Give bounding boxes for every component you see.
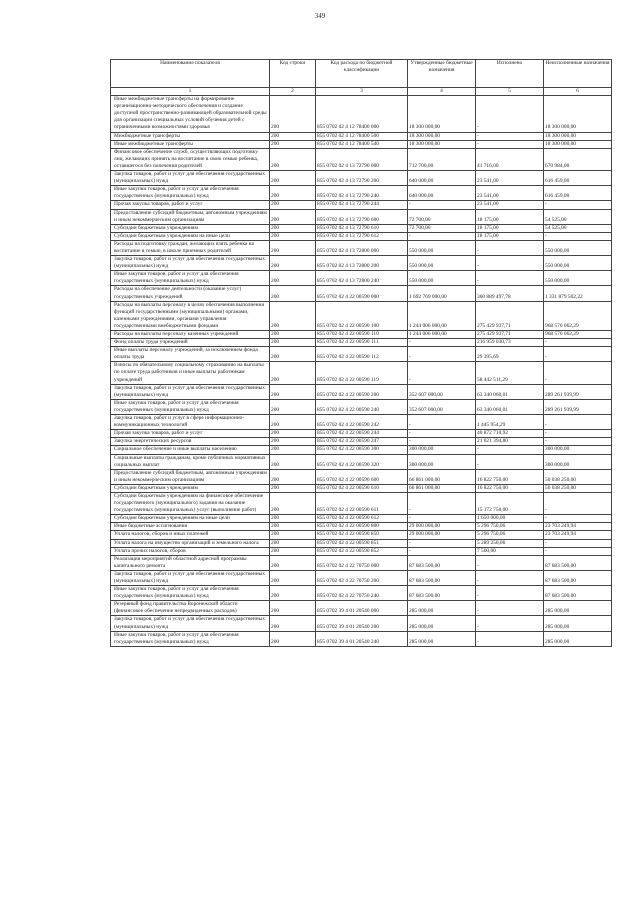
budget-code-cell: 855 0702 39 4 01 20540 000 (316, 601, 408, 616)
header-line-code: Код строки (270, 60, 316, 88)
table-row (111, 256, 612, 271)
indicator-name-cell: Уплата налога на имущество организаций и земельного налога (111, 539, 270, 547)
approved-cell: - (408, 201, 476, 209)
line-code-cell: 200 (270, 555, 316, 570)
unexecuted-cell: 54 525,00 (544, 224, 612, 232)
unexecuted-cell: 285 000,00 (544, 631, 612, 646)
approved-cell: 29 000 000,00 (408, 523, 476, 531)
indicator-name-cell: Субсидии бюджетным учреждениям на иные цели (111, 515, 270, 523)
budget-code-cell: 855 0702 02 4 22 00590 242 (316, 415, 408, 430)
table-row (111, 531, 612, 539)
table-row (111, 384, 612, 399)
executed-cell: 16 822 750,00 (476, 469, 544, 484)
budget-code-cell: 855 0702 02 4 13 72790 200 (316, 171, 408, 186)
unexecuted-cell: 670 984,00 (544, 148, 612, 170)
line-code-cell: 200 (270, 446, 316, 454)
table-row (111, 399, 612, 414)
unexecuted-cell: - (544, 347, 612, 362)
executed-cell: - (476, 240, 544, 255)
table-row (111, 286, 612, 301)
unexecuted-cell: 1 331 879 502,22 (544, 286, 612, 301)
unexecuted-cell: 300 000,00 (544, 446, 612, 454)
unexecuted-cell: - (544, 515, 612, 523)
approved-cell: - (408, 232, 476, 240)
line-code-cell: 200 (270, 492, 316, 514)
indicator-name-cell: Иные закупки товаров, работ и услуг для обеспечения государственных (муниципальных) нужд (111, 586, 270, 601)
table-row (111, 547, 612, 555)
approved-cell: 352 607 000,00 (408, 399, 476, 414)
executed-cell: 23 541,00 (476, 171, 544, 186)
approved-cell: - (408, 515, 476, 523)
approved-cell: - (408, 438, 476, 446)
table-row (111, 438, 612, 446)
line-code-cell: 200 (270, 339, 316, 347)
approved-cell: 72 700,00 (408, 224, 476, 232)
unexecuted-cell: 18 300 000,00 (544, 140, 612, 148)
unexecuted-cell: - (544, 492, 612, 514)
line-code-cell: 200 (270, 256, 316, 271)
budget-code-cell: 855 0702 02 4 22 00590 600 (316, 469, 408, 484)
line-code-cell: 200 (270, 186, 316, 201)
executed-cell: 5 296 750,06 (476, 531, 544, 539)
executed-cell: 16 822 750,00 (476, 484, 544, 492)
line-code-cell: 200 (270, 469, 316, 484)
table-row (111, 301, 612, 330)
executed-cell: 21 021 394,80 (476, 438, 544, 446)
line-code-cell: 200 (270, 523, 316, 531)
table-header-row (111, 60, 612, 88)
executed-cell: 18 175,00 (476, 209, 544, 224)
table-row (111, 186, 612, 201)
table-row (111, 201, 612, 209)
unexecuted-cell: 18 300 000,00 (544, 96, 612, 132)
executed-cell: - (476, 140, 544, 148)
unexecuted-cell: 87 683 500,00 (544, 586, 612, 601)
budget-code-cell: 855 0702 02 4 13 72790 610 (316, 224, 408, 232)
budget-code-cell: 855 0702 02 4 22 00590 119 (316, 362, 408, 384)
budget-code-cell: 855 0702 02 4 13 72800 200 (316, 256, 408, 271)
table-row (111, 523, 612, 531)
executed-cell: 18 175,00 (476, 224, 544, 232)
unexecuted-cell: - (544, 232, 612, 240)
executed-cell: 63 340 060,01 (476, 384, 544, 399)
executed-cell: 18 175,00 (476, 232, 544, 240)
line-code-cell: 200 (270, 616, 316, 631)
indicator-name-cell: Предоставление субсидий бюджетным, автономным учреждениям и иным некоммерческим организациям (111, 209, 270, 224)
line-code-cell: 200 (270, 240, 316, 255)
executed-cell: - (476, 555, 544, 570)
budget-code-cell: 855 0702 02 4 22 70750 200 (316, 570, 408, 585)
approved-cell: 300 000,00 (408, 446, 476, 454)
table-row (111, 570, 612, 585)
budget-code-cell: 855 0702 02 4 12 78400 540 (316, 140, 408, 148)
line-code-cell: 200 (270, 570, 316, 585)
line-code-cell: 200 (270, 209, 316, 224)
table-row (111, 415, 612, 430)
approved-cell: 18 300 000,00 (408, 140, 476, 148)
indicator-name-cell: Прочая закупка товаров, работ и услуг (111, 201, 270, 209)
unexecuted-cell: 289 261 939,99 (544, 399, 612, 414)
executed-cell: - (476, 631, 544, 646)
budget-code-cell: 855 0702 02 4 22 00590 300 (316, 446, 408, 454)
approved-cell: - (408, 339, 476, 347)
approved-cell: 285 000,00 (408, 616, 476, 631)
budget-code-cell: 855 0702 02 4 13 72790 240 (316, 186, 408, 201)
table-row (111, 209, 612, 224)
approved-cell: 640 000,00 (408, 171, 476, 186)
line-code-cell: 200 (270, 631, 316, 646)
col-number: 3 (316, 88, 408, 96)
executed-cell: 5 296 750,06 (476, 523, 544, 531)
executed-cell: - (476, 271, 544, 286)
approved-cell: - (408, 547, 476, 555)
executed-cell: 7 500,00 (476, 547, 544, 555)
approved-cell: 550 000,00 (408, 256, 476, 271)
approved-cell: - (408, 362, 476, 384)
budget-code-cell: 855 0702 02 4 13 72800 000 (316, 240, 408, 255)
budget-code-cell: 855 0702 02 4 22 00590 852 (316, 547, 408, 555)
table-row (111, 601, 612, 616)
unexecuted-cell: 50 038 250,00 (544, 469, 612, 484)
unexecuted-cell: - (544, 201, 612, 209)
approved-cell: 300 000,00 (408, 454, 476, 469)
table-row (111, 140, 612, 148)
indicator-name-cell: Социальное обеспечение и иные выплаты населению (111, 446, 270, 454)
table-row (111, 171, 612, 186)
line-code-cell: 200 (270, 301, 316, 330)
indicator-name-cell: Расходы на выплаты персоналу в целях обеспечения выполнения функций государственными (муниципальными) органами, казенными учреждениями, органами управления государственными внебюджетными фондами (111, 301, 270, 330)
executed-cell: - (476, 256, 544, 271)
approved-cell: 72 700,00 (408, 209, 476, 224)
line-code-cell: 200 (270, 515, 316, 523)
budget-code-cell: 855 0702 02 4 22 00590 200 (316, 384, 408, 399)
budget-code-cell: 855 0702 02 4 12 78400 000 (316, 96, 408, 132)
unexecuted-cell: 23 703 249,94 (544, 531, 612, 539)
indicator-name-cell: Закупка товаров, работ и услуг для обеспечения государственных (муниципальных) нужд (111, 570, 270, 585)
budget-code-cell: 855 0702 02 4 22 00590 610 (316, 484, 408, 492)
indicator-name-cell: Иные выплаты персоналу учреждений, за исключением фонда оплаты труда (111, 347, 270, 362)
executed-cell: - (476, 616, 544, 631)
header-budget-code: Код расхода по бюджетной классификации (316, 60, 408, 88)
indicator-name-cell: Социальные выплаты гражданам, кроме публичных нормативных социальных выплат (111, 454, 270, 469)
table-row (111, 492, 612, 514)
approved-cell: 285 000,00 (408, 601, 476, 616)
indicator-name-cell: Закупка энергетических ресурсов (111, 438, 270, 446)
executed-cell: 216 959 030,73 (476, 339, 544, 347)
indicator-name-cell: Иные закупки товаров, работ и услуг для обеспечения государственных (муниципальных) нужд (111, 271, 270, 286)
table-row (111, 271, 612, 286)
table-row (111, 224, 612, 232)
line-code-cell: 200 (270, 201, 316, 209)
table-row (111, 616, 612, 631)
approved-cell: 66 861 000,00 (408, 484, 476, 492)
indicator-name-cell: Иные бюджетные ассигнования (111, 523, 270, 531)
executed-cell: 63 340 060,01 (476, 399, 544, 414)
unexecuted-cell: 18 300 000,00 (544, 132, 612, 140)
budget-code-cell: 855 0702 02 4 22 70750 000 (316, 555, 408, 570)
unexecuted-cell: 87 683 500,00 (544, 570, 612, 585)
executed-cell: 23 541,00 (476, 186, 544, 201)
indicator-name-cell: Прочая закупка товаров, работ и услуг (111, 430, 270, 438)
line-code-cell: 200 (270, 399, 316, 414)
indicator-name-cell: Расходы на обеспечение деятельности (оказание услуг) государственных учреждений (111, 286, 270, 301)
budget-code-cell: 855 0702 02 4 22 00590 110 (316, 331, 408, 339)
table-row (111, 454, 612, 469)
table-row (111, 515, 612, 523)
col-number: 5 (476, 88, 544, 96)
approved-cell: - (408, 430, 476, 438)
col-number: 4 (408, 88, 476, 96)
budget-code-cell: 855 0702 02 4 22 00590 320 (316, 454, 408, 469)
unexecuted-cell: - (544, 539, 612, 547)
executed-cell: 275 429 937,71 (476, 301, 544, 330)
line-code-cell: 200 (270, 140, 316, 148)
indicator-name-cell: Субсидии бюджетным учреждениям (111, 484, 270, 492)
col-number: 1 (111, 88, 270, 96)
table-row (111, 148, 612, 170)
unexecuted-cell: 23 703 249,94 (544, 523, 612, 531)
unexecuted-cell: - (544, 415, 612, 430)
executed-cell: - (476, 132, 544, 140)
line-code-cell: 200 (270, 96, 316, 132)
table-row (111, 240, 612, 255)
approved-cell: 1 692 769 000,00 (408, 286, 476, 301)
table-row (111, 430, 612, 438)
unexecuted-cell: 87 683 500,00 (544, 555, 612, 570)
approved-cell: 18 300 000,00 (408, 132, 476, 140)
budget-code-cell: 855 0702 02 4 22 00590 240 (316, 399, 408, 414)
line-code-cell: 200 (270, 148, 316, 170)
approved-cell: 18 300 000,00 (408, 96, 476, 132)
budget-code-cell: 855 0702 02 4 12 78400 500 (316, 132, 408, 140)
unexecuted-cell: 285 000,00 (544, 601, 612, 616)
approved-cell: 640 000,00 (408, 186, 476, 201)
indicator-name-cell: Иные межбюджетные трансферты на формирование организационно-методического обеспечения и создание доступной пространственно-развивающей образовательной среды для организации специальных условий обучения детей с ограниченными возможностями здоровья (111, 96, 270, 132)
executed-cell: - (476, 586, 544, 601)
line-code-cell: 200 (270, 232, 316, 240)
line-code-cell: 200 (270, 224, 316, 232)
executed-cell: 41 716,00 (476, 148, 544, 170)
indicator-name-cell: Закупка товаров, работ и услуг для обеспечения государственных (муниципальных) нужд (111, 616, 270, 631)
table-row (111, 539, 612, 547)
indicator-name-cell: Уплата налогов, сборов и иных платежей (111, 531, 270, 539)
indicator-name-cell: Закупка товаров, работ и услуг для обеспечения государственных (муниципальных) нужд (111, 171, 270, 186)
budget-code-cell: 855 0702 02 4 22 00590 611 (316, 492, 408, 514)
table-row (111, 469, 612, 484)
budget-code-cell: 855 0702 02 4 13 72790 600 (316, 209, 408, 224)
unexecuted-cell: 300 000,00 (544, 454, 612, 469)
budget-code-cell: 855 0702 02 4 13 72790 612 (316, 232, 408, 240)
line-code-cell: 200 (270, 347, 316, 362)
indicator-name-cell: Финансовое обеспечение служб, осуществляющих подготовку лиц, желающих принять на воспитание в свою семью ребенка, оставшегося без попечения родителей (111, 148, 270, 170)
budget-code-cell: 855 0702 02 4 22 00590 000 (316, 286, 408, 301)
table-row (111, 331, 612, 339)
table-row (111, 555, 612, 570)
line-code-cell: 200 (270, 454, 316, 469)
approved-cell: - (408, 492, 476, 514)
budget-code-cell: 855 0702 02 4 22 00590 111 (316, 339, 408, 347)
budget-code-cell: 855 0702 02 4 22 70750 240 (316, 586, 408, 601)
table-row (111, 446, 612, 454)
indicator-name-cell: Взносы по обязательному социальному страхованию на выплаты по оплате труда работников и иные выплаты работникам учреждений (111, 362, 270, 384)
column-number-row (111, 88, 612, 96)
line-code-cell: 200 (270, 586, 316, 601)
table-row (111, 232, 612, 240)
unexecuted-cell: 550 000,00 (544, 256, 612, 271)
budget-code-cell: 855 0702 02 4 22 00590 850 (316, 531, 408, 539)
table-row (111, 347, 612, 362)
executed-cell: - (476, 570, 544, 585)
unexecuted-cell: - (544, 438, 612, 446)
approved-cell: 352 607 000,00 (408, 384, 476, 399)
col-number: 2 (270, 88, 316, 96)
indicator-name-cell: Реализация мероприятий областной адресной программы капитального ремонта (111, 555, 270, 570)
approved-cell: 87 683 500,00 (408, 586, 476, 601)
unexecuted-cell: 550 000,00 (544, 240, 612, 255)
indicator-name-cell: Предоставление субсидий бюджетным, автономным учреждениям и иным некоммерческим организациям (111, 469, 270, 484)
indicator-name-cell: Иные закупки товаров, работ и услуг для обеспечения государственных (муниципальных) нужд (111, 186, 270, 201)
unexecuted-cell: - (544, 430, 612, 438)
unexecuted-cell: 968 576 062,29 (544, 301, 612, 330)
indicator-name-cell: Субсидии бюджетным учреждениям на финансовое обеспечение государственного (муниципального) задания на оказание государственных (муниципальных) услуг (выполнение работ) (111, 492, 270, 514)
indicator-name-cell: Иные закупки товаров, работ и услуг для обеспечения государственных (муниципальных) нужд (111, 631, 270, 646)
approved-cell: 285 000,00 (408, 631, 476, 646)
executed-cell: 15 172 750,00 (476, 492, 544, 514)
unexecuted-cell: - (544, 362, 612, 384)
table-row (111, 586, 612, 601)
header-indicator-name: Наименование показателя (111, 60, 270, 88)
approved-cell: 87 683 500,00 (408, 570, 476, 585)
line-code-cell: 200 (270, 601, 316, 616)
indicator-name-cell: Межбюджетные трансферты (111, 132, 270, 140)
approved-cell: 29 000 000,00 (408, 531, 476, 539)
line-code-cell: 200 (270, 531, 316, 539)
header-unexecuted: Неисполненные назначения (544, 60, 612, 88)
line-code-cell: 200 (270, 286, 316, 301)
approved-cell: 1 244 006 000,00 (408, 301, 476, 330)
indicator-name-cell: Закупка товаров, работ и услуг для обеспечения государственных (муниципальных) нужд (111, 256, 270, 271)
indicator-name-cell: Субсидии бюджетным учреждениям (111, 224, 270, 232)
executed-cell: 275 429 937,71 (476, 331, 544, 339)
executed-cell: 29 395,69 (476, 347, 544, 362)
page-number: 349 (314, 12, 326, 20)
executed-cell: - (476, 446, 544, 454)
unexecuted-cell: 616 459,00 (544, 186, 612, 201)
table-row (111, 484, 612, 492)
table-row (111, 96, 612, 132)
indicator-name-cell: Расходы на подготовку граждан, желающих взять ребенка на воспитание в семью, в школе приемных родителей (111, 240, 270, 255)
indicator-name-cell: Фонд оплаты труда учреждений (111, 339, 270, 347)
table-row (111, 132, 612, 140)
budget-code-cell: 855 0702 02 4 13 72800 240 (316, 271, 408, 286)
executed-cell: 360 889 497,78 (476, 286, 544, 301)
header-executed: Исполнено (476, 60, 544, 88)
approved-cell: 550 000,00 (408, 271, 476, 286)
approved-cell: - (408, 347, 476, 362)
line-code-cell: 200 (270, 171, 316, 186)
executed-cell: 1 445 954,29 (476, 415, 544, 430)
indicator-name-cell: Закупка товаров, работ и услуг в сфере информационно-коммуникационных технологий (111, 415, 270, 430)
approved-cell: 550 000,00 (408, 240, 476, 255)
table-row (111, 631, 612, 646)
unexecuted-cell: 54 525,00 (544, 209, 612, 224)
line-code-cell: 200 (270, 547, 316, 555)
unexecuted-cell: 289 261 939,99 (544, 384, 612, 399)
approved-cell: 87 683 500,00 (408, 555, 476, 570)
line-code-cell: 200 (270, 539, 316, 547)
executed-cell: 1 650 000,00 (476, 515, 544, 523)
unexecuted-cell: 616 459,00 (544, 171, 612, 186)
line-code-cell: 200 (270, 438, 316, 446)
budget-code-cell: 855 0702 02 4 22 00590 247 (316, 438, 408, 446)
executed-cell: 5 289 250,06 (476, 539, 544, 547)
line-code-cell: 200 (270, 484, 316, 492)
budget-code-cell: 855 0702 02 4 22 00590 100 (316, 301, 408, 330)
budget-execution-table (110, 59, 612, 647)
executed-cell: - (476, 96, 544, 132)
indicator-name-cell: Уплата прочих налогов, сборов (111, 547, 270, 555)
budget-code-cell: 855 0702 02 4 13 72790 000 (316, 148, 408, 170)
unexecuted-cell: - (544, 339, 612, 347)
budget-code-cell: 855 0702 02 4 13 72790 244 (316, 201, 408, 209)
line-code-cell: 200 (270, 362, 316, 384)
executed-cell: - (476, 601, 544, 616)
approved-cell: - (408, 539, 476, 547)
executed-cell: 58 442 511,29 (476, 362, 544, 384)
approved-cell: 66 861 000,00 (408, 469, 476, 484)
indicator-name-cell: Субсидии бюджетным учреждениям на иные цели (111, 232, 270, 240)
line-code-cell: 200 (270, 415, 316, 430)
budget-code-cell: 855 0702 02 4 22 00590 851 (316, 539, 408, 547)
approved-cell: - (408, 415, 476, 430)
indicator-name-cell: Иные межбюджетные трансферты (111, 140, 270, 148)
approved-cell: 1 244 006 000,00 (408, 331, 476, 339)
executed-cell: 40 872 710,92 (476, 430, 544, 438)
executed-cell: 23 541,00 (476, 201, 544, 209)
unexecuted-cell: 550 000,00 (544, 271, 612, 286)
table-row (111, 362, 612, 384)
unexecuted-cell: 285 000,00 (544, 616, 612, 631)
approved-cell: 712 700,00 (408, 148, 476, 170)
line-code-cell: 200 (270, 271, 316, 286)
indicator-name-cell: Резервный фонд правительства Воронежской области (финансовое обеспечение непредвиденных расходов) (111, 601, 270, 616)
budget-code-cell: 855 0702 02 4 22 00590 800 (316, 523, 408, 531)
unexecuted-cell: - (544, 547, 612, 555)
line-code-cell: 200 (270, 384, 316, 399)
line-code-cell: 200 (270, 430, 316, 438)
budget-code-cell: 855 0702 02 4 22 00590 244 (316, 430, 408, 438)
col-number: 6 (544, 88, 612, 96)
line-code-cell: 200 (270, 132, 316, 140)
budget-code-cell: 855 0702 02 4 22 00590 612 (316, 515, 408, 523)
header-approved: Утвержденные бюджетные назначения (408, 60, 476, 88)
indicator-name-cell: Расходы на выплаты персоналу казенных учреждений (111, 331, 270, 339)
indicator-name-cell: Закупка товаров, работ и услуг для обеспечения государственных (муниципальных) нужд (111, 384, 270, 399)
budget-code-cell: 855 0702 02 4 22 00590 112 (316, 347, 408, 362)
line-code-cell: 200 (270, 331, 316, 339)
budget-code-cell: 855 0702 39 4 01 20540 200 (316, 616, 408, 631)
budget-code-cell: 855 0702 39 4 01 20540 240 (316, 631, 408, 646)
unexecuted-cell: 968 576 062,29 (544, 331, 612, 339)
table-row (111, 339, 612, 347)
executed-cell: - (476, 454, 544, 469)
unexecuted-cell: 50 038 250,00 (544, 484, 612, 492)
indicator-name-cell: Иные закупки товаров, работ и услуг для обеспечения государственных (муниципальных) нужд (111, 399, 270, 414)
